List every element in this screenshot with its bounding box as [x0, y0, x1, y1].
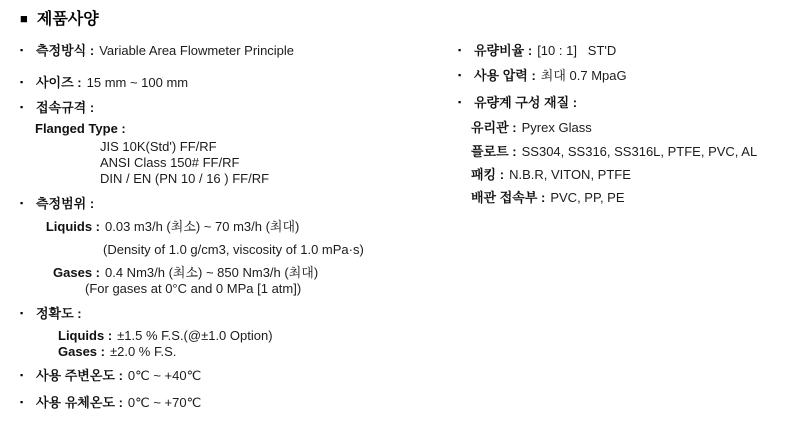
- range-liquids-note: [103, 242, 364, 257]
- spec-label: 사용 주변온도 :: [36, 368, 123, 383]
- sub-value: DIN / EN (PN 10 / 16 ) FF/RF: [100, 171, 270, 186]
- material-value: Pyrex Glass: [521, 120, 592, 135]
- bullet-icon: ▪: [458, 97, 462, 107]
- spec-label: 측정방식 :: [36, 43, 95, 58]
- material-value: SS304, SS316, SS316L, PTFE, PVC, AL: [521, 144, 758, 159]
- spec-label: 사용 압력 :: [474, 68, 536, 83]
- sub-heading: Flanged Type :: [35, 121, 126, 136]
- accuracy-gases-row: [58, 344, 176, 359]
- flanged-type-item: [100, 155, 239, 170]
- section-marker-icon: ■: [20, 11, 28, 26]
- bullet-icon: ▪: [20, 45, 24, 55]
- material-label: 패킹 :: [471, 167, 505, 182]
- range-value: 0.4 Nm3/h (최소) ~ 850 Nm3/h (최대): [105, 265, 319, 280]
- material-value: N.B.R, VITON, PTFE: [509, 167, 631, 182]
- bullet-icon: ▪: [20, 102, 24, 112]
- bullet-icon: ▪: [458, 70, 462, 80]
- material-row-float: [471, 144, 757, 159]
- sub-value: ANSI Class 150# FF/RF: [100, 155, 240, 170]
- spec-item-flow-ratio: [458, 43, 616, 58]
- spec-item-fluid-temp: [20, 395, 201, 410]
- accuracy-label: Gases :: [58, 344, 105, 359]
- spec-value: 15 mm ~ 100 mm: [86, 75, 189, 90]
- spec-value: Variable Area Flowmeter Principle: [99, 43, 295, 58]
- spec-value: 0℃ ~ +70℃: [127, 395, 202, 410]
- accuracy-value: ±1.5 % F.S.(@±1.0 Option): [117, 328, 273, 343]
- note-text: (Density of 1.0 g/cm3, viscosity of 1.0 mPa·s): [103, 242, 364, 257]
- spec-label: 사용 유체온도 :: [36, 395, 123, 410]
- spec-label: 유량비율 :: [474, 43, 533, 58]
- spec-label: 정확도 :: [36, 306, 82, 321]
- range-label: Gases :: [53, 265, 100, 280]
- bullet-icon: ▪: [20, 308, 24, 318]
- flanged-type-item: [100, 171, 269, 186]
- accuracy-label: Liquids :: [58, 328, 113, 343]
- spec-item-materials: [458, 95, 577, 110]
- spec-label: 사이즈 :: [36, 75, 82, 90]
- spec-item-connection: [20, 100, 94, 115]
- flanged-type-item: [100, 139, 217, 154]
- range-label: Liquids :: [45, 219, 100, 234]
- spec-label: 측정범위 :: [36, 196, 95, 211]
- range-gases-row: [30, 265, 318, 280]
- spec-label: 유량계 구성 재질 :: [474, 95, 578, 110]
- spec-value: 0℃ ~ +40℃: [127, 368, 202, 383]
- spec-label: 접속규격 :: [36, 100, 95, 115]
- spec-item-ambient-temp: [20, 368, 201, 383]
- material-row-packing: [471, 167, 631, 182]
- spec-item-accuracy: [20, 306, 82, 321]
- sub-value: JIS 10K(Std') FF/RF: [100, 139, 217, 154]
- spec-value: 최대 0.7 MpaG: [540, 68, 627, 83]
- note-text: (For gases at 0°C and 0 MPa [1 atm]): [85, 281, 302, 296]
- flanged-type-heading: [35, 121, 126, 136]
- range-value: 0.03 m3/h (최소) ~ 70 m3/h (최대): [105, 219, 300, 234]
- spec-item-size: [20, 75, 188, 90]
- material-row-glass-tube: [471, 120, 592, 135]
- material-label: 플로트 :: [471, 144, 517, 159]
- spec-item-pressure: [458, 68, 627, 83]
- material-row-pipe-connection: [471, 190, 625, 205]
- section-header: [20, 9, 99, 30]
- range-gases-note: [85, 281, 301, 296]
- material-label: 배관 접속부 :: [471, 190, 546, 205]
- spec-value: [10 : 1] ST'D: [537, 43, 617, 58]
- material-value: PVC, PP, PE: [550, 190, 625, 205]
- spec-item-measuring-range: [20, 196, 94, 211]
- bullet-icon: ▪: [20, 77, 24, 87]
- accuracy-liquids-row: [58, 328, 273, 343]
- material-label: 유리관 :: [471, 120, 517, 135]
- range-liquids-row: [30, 219, 299, 234]
- bullet-icon: ▪: [20, 198, 24, 208]
- accuracy-value: ±2.0 % F.S.: [109, 344, 177, 359]
- spec-item-measurement-method: [20, 43, 294, 58]
- bullet-icon: ▪: [20, 397, 24, 407]
- bullet-icon: ▪: [458, 45, 462, 55]
- bullet-icon: ▪: [20, 370, 24, 380]
- page-title: 제품사양: [36, 11, 99, 28]
